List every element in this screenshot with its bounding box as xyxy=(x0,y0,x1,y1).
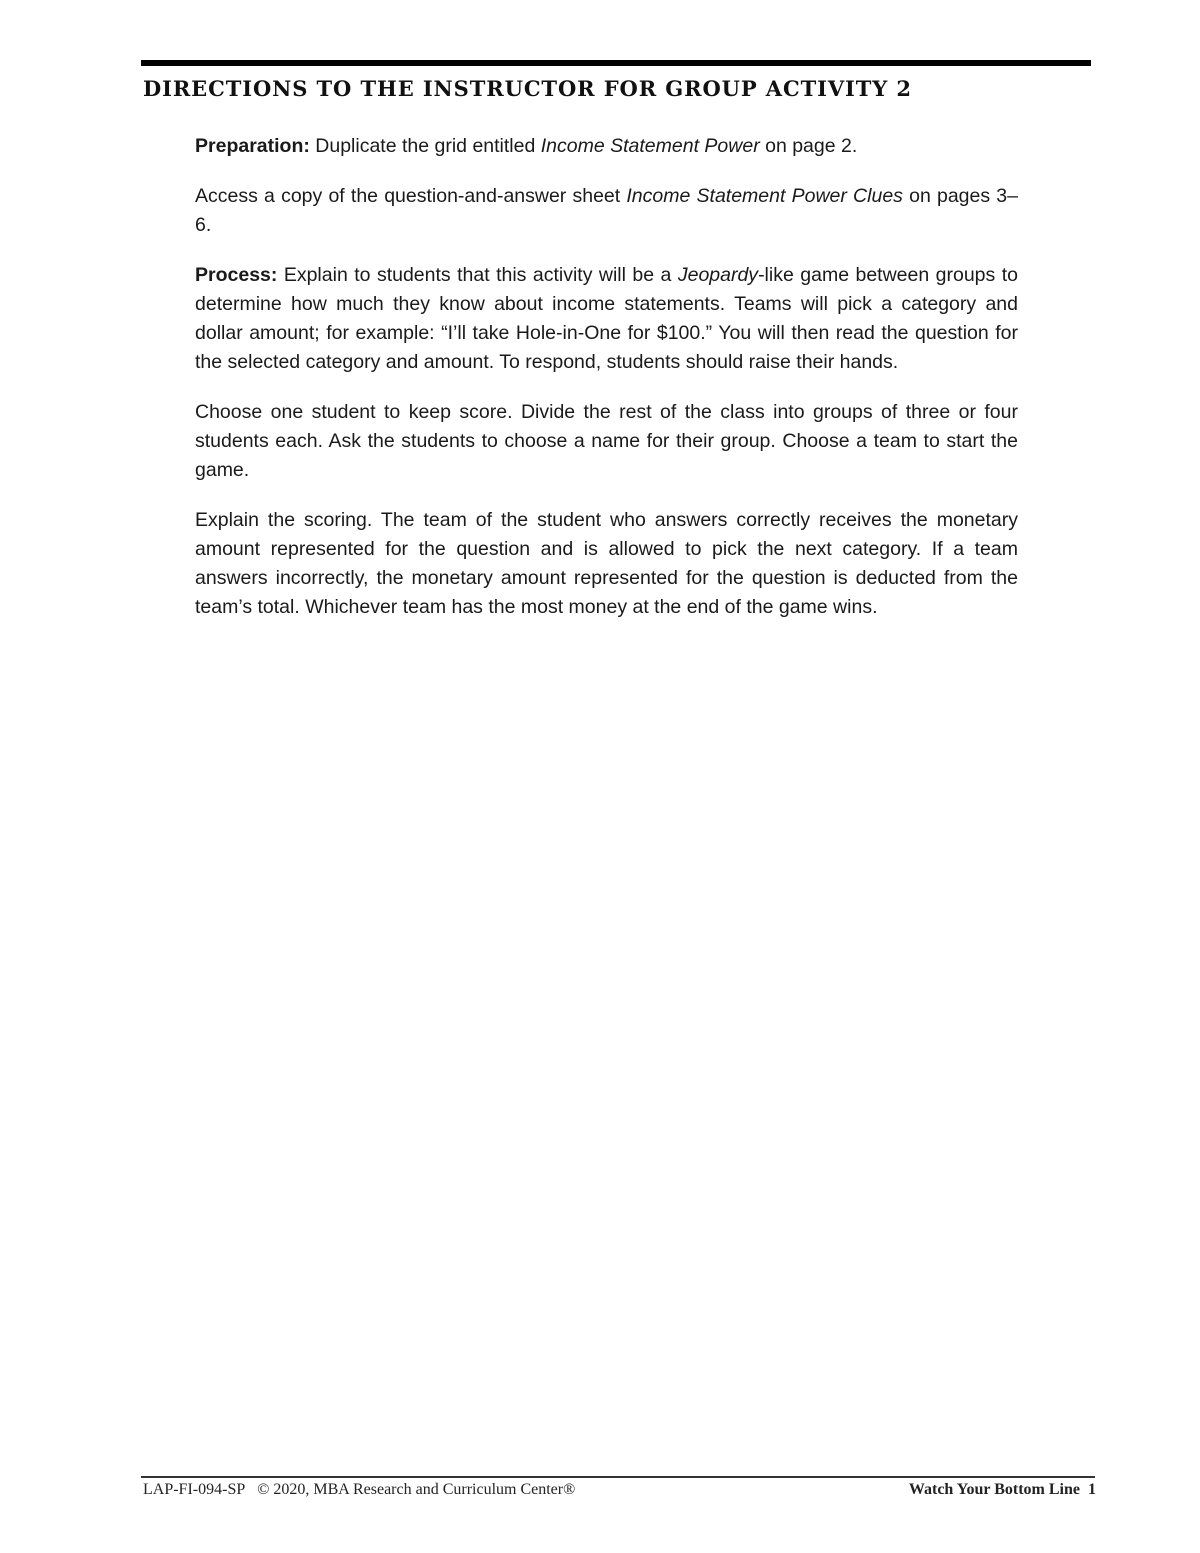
preparation-label: Preparation: xyxy=(195,135,310,157)
preparation-italic-title: Income Statement Power xyxy=(540,135,760,157)
footer-page-number: 1 xyxy=(1088,1481,1096,1498)
instructions-body xyxy=(195,132,1018,643)
access-text-before: Access a copy of the question-and-answer sheet xyxy=(195,185,627,207)
footer-rule xyxy=(141,1476,1095,1478)
process-label: Process: xyxy=(195,264,278,286)
access-text-after: on pages 3–6. xyxy=(195,185,1018,236)
footer-left xyxy=(143,1481,575,1499)
access-italic-title: Income Statement Power Clues xyxy=(626,185,903,207)
footer-code: LAP-FI-094-SP xyxy=(143,1481,246,1498)
footer-copyright: © 2020, MBA Research and Curriculum Center® xyxy=(257,1481,576,1498)
footer-title: Watch Your Bottom Line xyxy=(908,1481,1080,1498)
footer-right xyxy=(909,1481,1096,1499)
access-paragraph xyxy=(195,182,1018,240)
process-text-after: -like game between groups to determine how much they know about income statements. Teams will pick a category and dollar amount; for example: “I’ll take Hole-in-One for $100.” You will then read the question for the selected category and amount. To respond, students should raise their hands. xyxy=(195,264,1018,373)
preparation-text-after: on page 2. xyxy=(759,135,858,157)
page-heading: DIRECTIONS TO THE INSTRUCTOR FOR GROUP ACTIVITY 2 xyxy=(143,76,912,101)
top-rule xyxy=(141,60,1091,66)
scoring-paragraph: Explain the scoring. The team of the student who answers correctly receives the monetary amount represented for the question and is allowed to pick the next category. If a team answers incorrectly, the monetary amount represented for the question is deducted from the team’s total. Whichever team has the most money at the end of the game wins. xyxy=(195,509,1018,618)
process-text-before: Explain to students that this activity will be a xyxy=(277,264,678,286)
preparation-paragraph xyxy=(195,132,1018,161)
process-italic-title: Jeopardy xyxy=(677,264,759,286)
preparation-text-before: Duplicate the grid entitled xyxy=(309,135,541,157)
process-paragraph xyxy=(195,261,1018,377)
choose-paragraph: Choose one student to keep score. Divide the rest of the class into groups of three or four students each. Ask the students to choose a name for their group. Choose a team to start the game. xyxy=(195,401,1018,481)
